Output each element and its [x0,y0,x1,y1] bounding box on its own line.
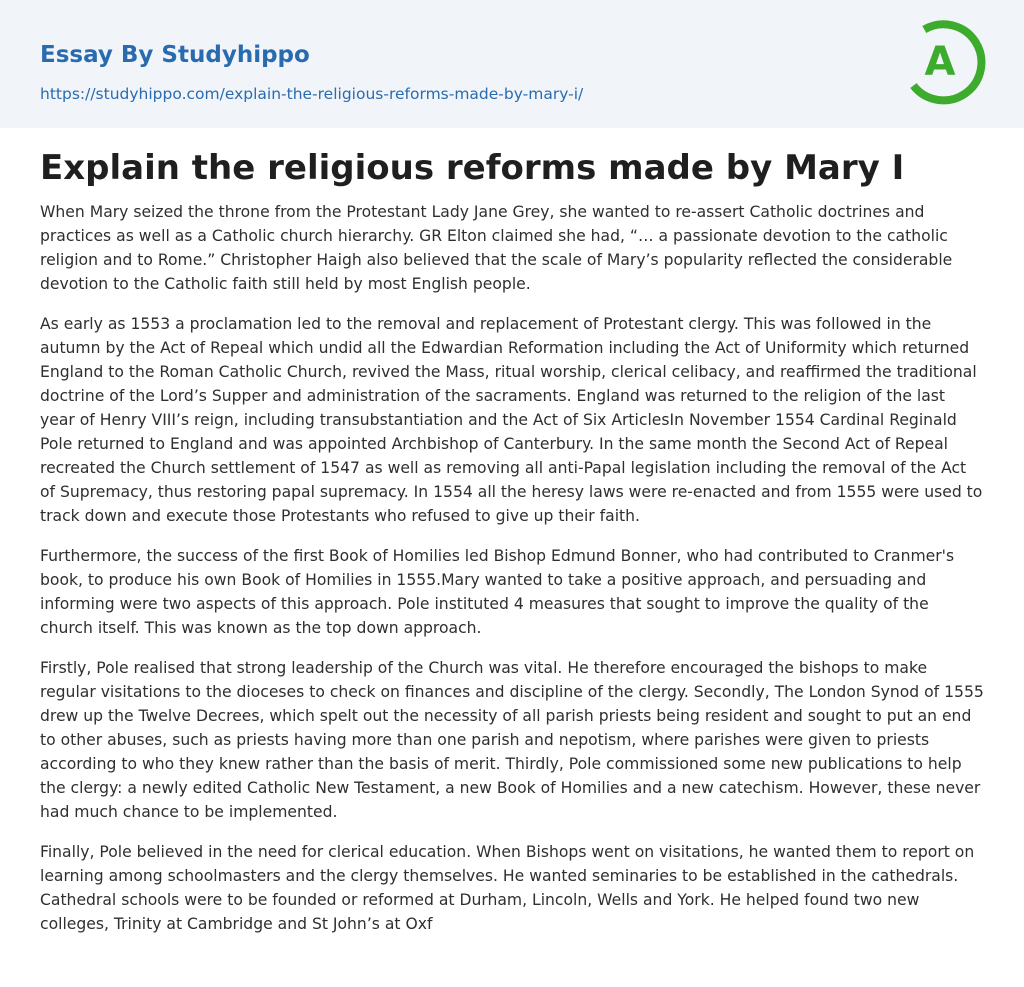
source-url-link[interactable]: https://studyhippo.com/explain-the-religious-reforms-made-by-mary-i/ [40,85,584,103]
article-paragraph: As early as 1553 a proclamation led to the removal and replacement of Protestant clergy. This was followed in the autumn by the Act of Repeal which undid all the Edwardian Reformation including the Act of Uniformity which returned England to the Roman Catholic Church, revived the Mass, ritual worship, clerical celibacy, and reaffirmed the traditional doctrine of the Lord’s Supper and administration of the sacraments. England was returned to the religion of the last year of Henry VIII’s reign, including transubstantiation and the Act of Six ArticlesIn November 1554 Cardinal Reginald Pole returned to England and was appointed Archbishop of Canterbury. In the same month the Second Act of Repeal recreated the Church settlement of 1547 as well as removing all anti-Papal legislation including the removal of the Act of Supremacy, thus restoring papal supremacy. In 1554 all the heresy laws were re-enacted and from 1555 were used to track down and execute those Protestants who refused to give up their faith. [40,315,983,525]
page-header [0,0,1024,128]
article-paragraph: Firstly, Pole realised that strong leadership of the Church was vital. He therefore encouraged the bishops to make regular visitations to the dioceses to check on finances and discipline of the clergy. Secondly, The London Synod of 1555 drew up the Twelve Decrees, which spelt out the necessity of all parish priests being resident and sought to put an end to other abuses, such as priests having more than one parish and nepotism, where parishes were given to priests according to who they knew rather than the basis of merit. Thirdly, Pole commissioned some new publications to help the clergy: a newly edited Catholic New Testament, a new Book of Homilies and a new catechism. However, these never had much chance to be implemented. [40,659,984,821]
article-paragraph: Furthermore, the success of the first Book of Homilies led Bishop Edmund Bonner, who had contributed to Cranmer's book, to produce his own Book of Homilies in 1555.Mary wanted to take a positive approach, and persuading and informing were two aspects of this approach. Pole instituted 4 measures that sought to improve the quality of the church itself. This was known as the top down approach. [40,547,955,637]
logo-letter: A [924,39,956,85]
page-title: Explain the religious reforms made by Mary I [40,148,905,188]
article-paragraph: Finally, Pole believed in the need for clerical education. When Bishops went on visitations, he wanted them to report on learning among schoolmasters and the clergy themselves. He wanted seminaries to be established in the cathedrals. Cathedral schools were to be founded or reformed at Durham, Lincoln, Wells and York. He helped found two new colleges, Trinity at Cambridge and St John’s at Oxf [40,843,975,933]
article [40,128,984,952]
studyhippo-logo-icon[interactable] [900,18,988,106]
brand-title[interactable]: Essay By Studyhippo [40,42,310,68]
article-paragraph: When Mary seized the throne from the Protestant Lady Jane Grey, she wanted to re-assert Catholic doctrines and practices as well as a Catholic church hierarchy. GR Elton claimed she had, “… a passionate devotion to the catholic religion and to Rome.” Christopher Haigh also believed that the scale of Mary’s popularity reflected the considerable devotion to the Catholic faith still held by most English people. [40,203,953,293]
